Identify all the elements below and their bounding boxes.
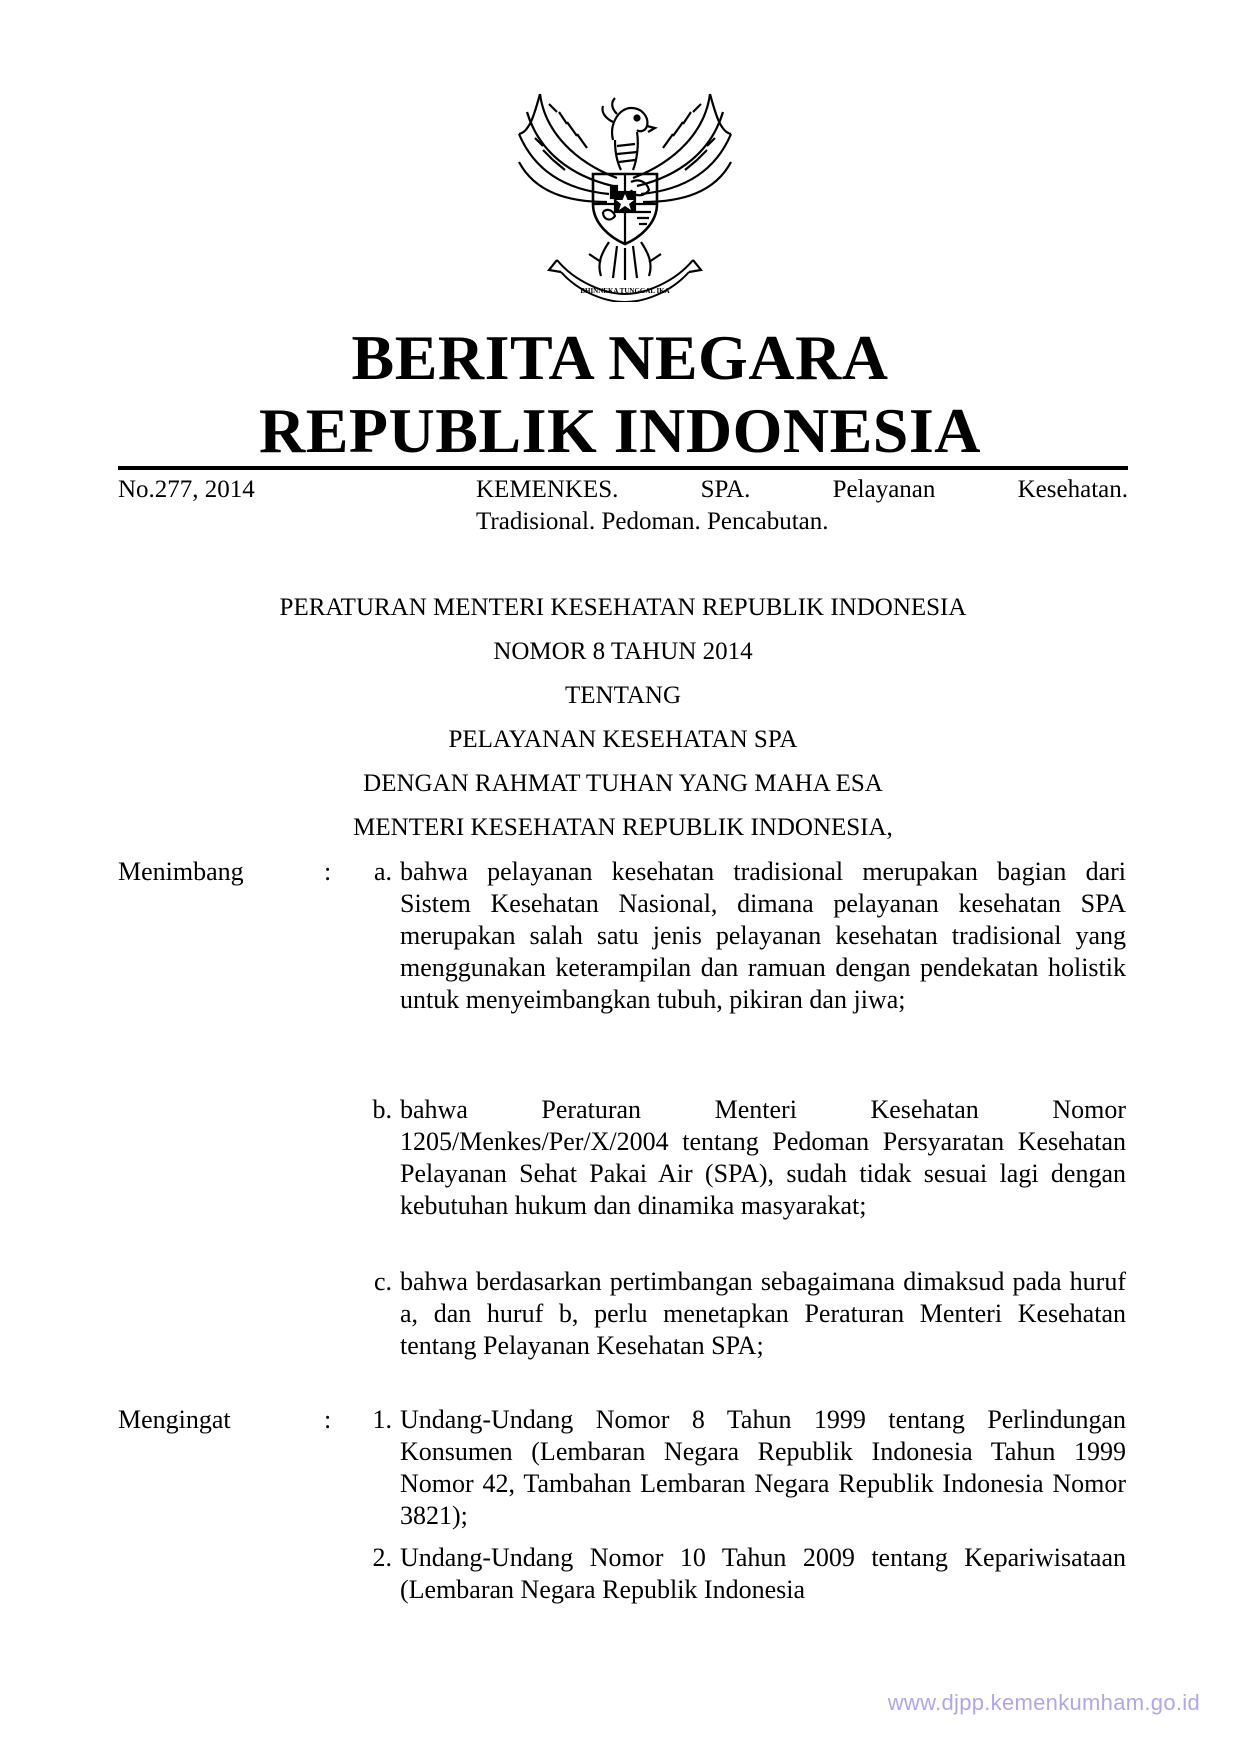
regulation-tentang: TENTANG (564, 682, 682, 709)
mengingat-item-marker: 2. (372, 1543, 392, 1572)
regulation-issuer: MENTERI KESEHATAN REPUBLIK INDONESIA, (353, 814, 893, 841)
mengingat-colon: : (324, 1405, 332, 1434)
mengingat-item-text: Undang-Undang Nomor 8 Tahun 1999 tentang Perlindungan Konsumen (Lembaran Negara Republik Indonesia Tahun 1999 Nomor 42, Tambahan Lembaran Negara Republik Indonesia Nomor 3821); (400, 1405, 1126, 1530)
gazette-heading-line1: BERITA NEGARA (351, 322, 889, 393)
mengingat-label: Mengingat (118, 1405, 231, 1434)
garuda-emblem-icon (505, 82, 745, 302)
gazette-subject-line1: KEMENKES. SPA. Pelayanan Kesehatan. (476, 476, 1128, 503)
gazette-number: No.277, 2014 (118, 476, 255, 503)
menimbang-item-text: bahwa pelayanan kesehatan tradisional merupakan bagian dari Sistem Kesehatan Nasional, dimana pelayanan kesehatan SPA merupakan salah satu jenis pelayanan kesehatan tradisional yang menggunakan keterampilan dan ramuan dengan pendekatan holistik untuk menyeimbangkan tubuh, pikiran dan jiwa; (400, 857, 1126, 1014)
gazette-subject (476, 474, 1128, 538)
mengingat-item-text: Undang-Undang Nomor 10 Tahun 2009 tentang Kepariwisataan (Lembaran Negara Republik Indonesia (400, 1543, 1126, 1604)
menimbang-item-marker: a. (373, 857, 392, 886)
menimbang-label: Menimbang (118, 857, 244, 886)
menimbang-item-text: bahwa Peraturan Menteri Kesehatan Nomor 1205/Menkes/Per/X/2004 tentang Pedoman Persyaratan Kesehatan Pelayanan Sehat Pakai Air (SPA), sudah tidak sesuai lagi dengan kebutuhan hukum dan dinamika masyarakat; (400, 1095, 1126, 1220)
menimbang-colon: : (324, 857, 332, 886)
mengingat-item-marker: 1. (372, 1405, 392, 1434)
regulation-number: NOMOR 8 TAHUN 2014 (493, 638, 753, 665)
heading-divider (118, 466, 1128, 470)
menimbang-item-marker: b. (372, 1095, 392, 1124)
regulation-subject: PELAYANAN KESEHATAN SPA (448, 726, 798, 753)
menimbang-item-marker: c. (373, 1267, 392, 1296)
gazette-subject-line2: Tradisional. Pedoman. Pencabutan. (476, 508, 829, 535)
menimbang-item-text: bahwa berdasarkan pertimbangan sebagaimana dimaksud pada huruf a, dan huruf b, perlu menetapkan Peraturan Menteri Kesehatan tentang Pelayanan Kesehatan SPA; (400, 1267, 1126, 1360)
gazette-heading-line2: REPUBLIK INDONESIA (258, 395, 982, 466)
garuda-pancasila-emblem (505, 82, 745, 302)
regulation-preamble: DENGAN RAHMAT TUHAN YANG MAHA ESA (363, 770, 883, 797)
website-watermark: www.djpp.kemenkumham.go.id (887, 1690, 1200, 1715)
regulation-title: PERATURAN MENTERI KESEHATAN REPUBLIK INDONESIA (279, 594, 967, 621)
svg-text:BHINNEKA TUNGGAL IKA: BHINNEKA TUNGGAL IKA (580, 287, 670, 295)
